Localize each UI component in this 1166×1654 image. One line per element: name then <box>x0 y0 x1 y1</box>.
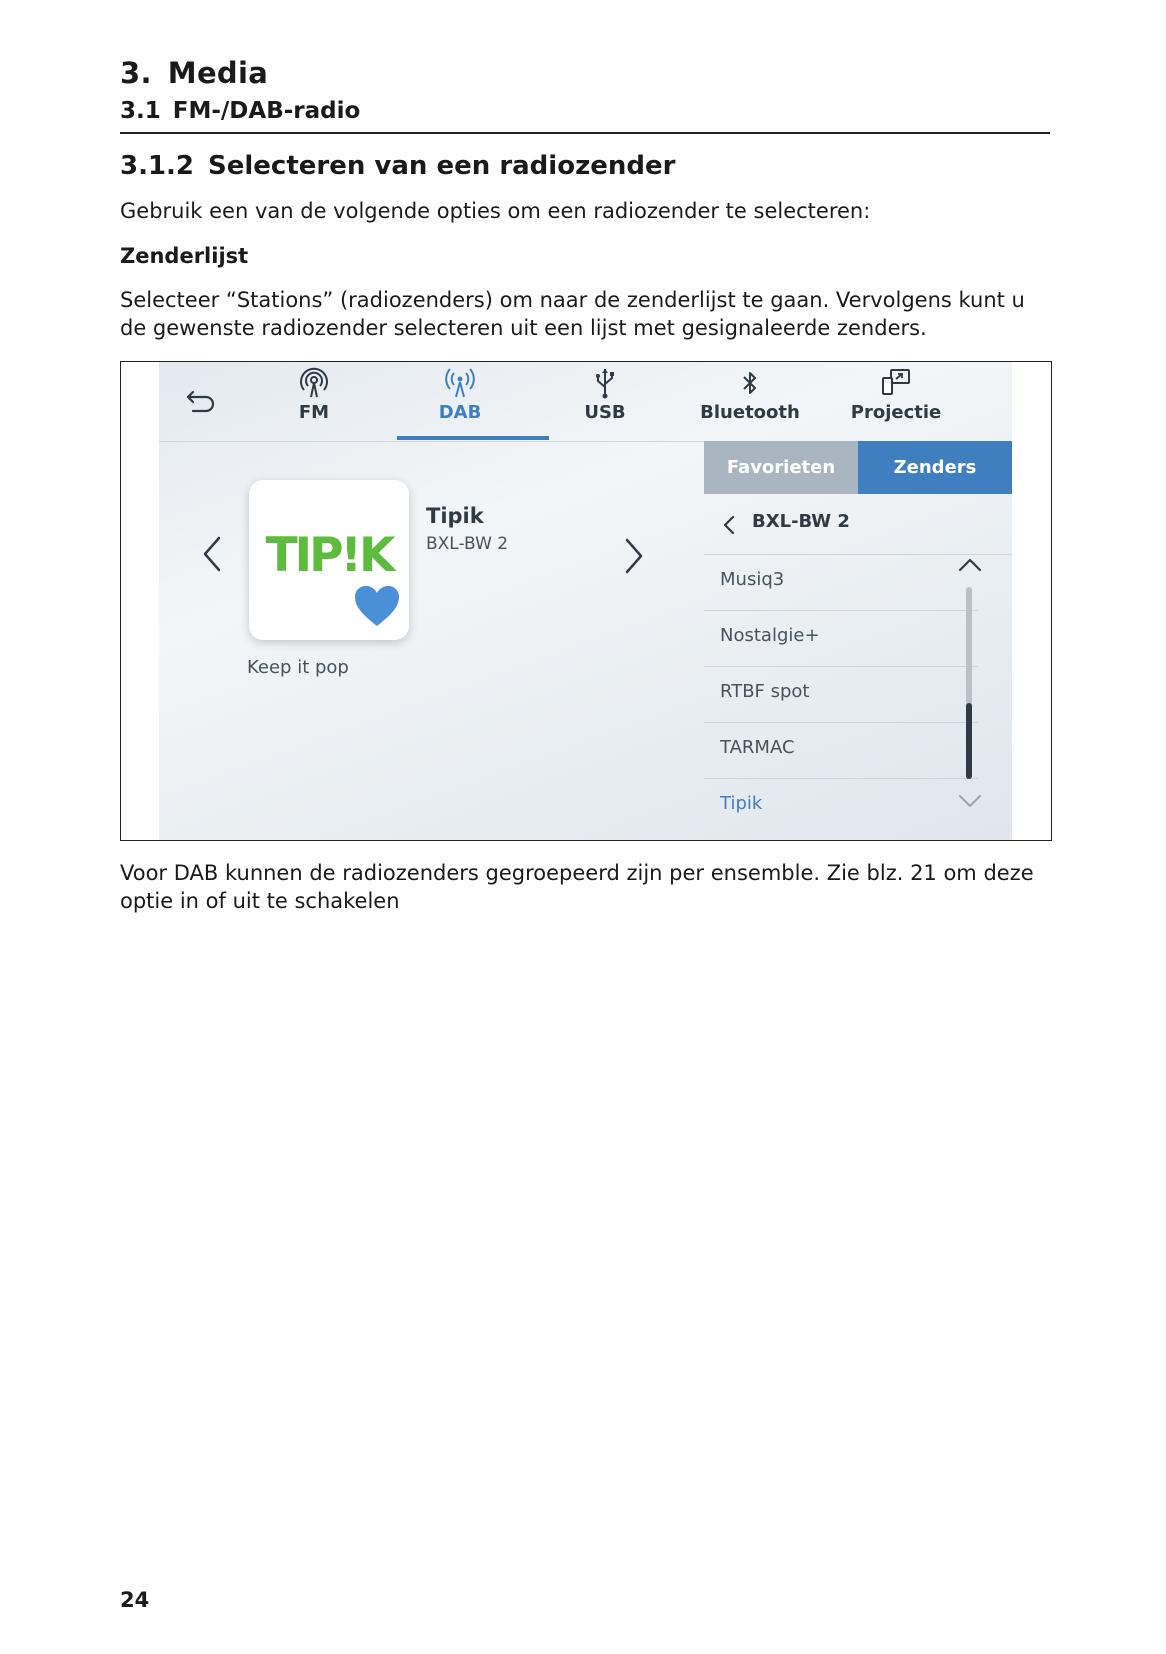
station-logo-text: TIP!K <box>265 528 393 583</box>
tab-dab[interactable] <box>385 362 535 441</box>
tab-fm-label: FM <box>298 402 330 423</box>
page-number: 24 <box>120 1588 150 1612</box>
chapter-heading <box>120 56 1050 90</box>
station-logo <box>249 480 409 640</box>
back-button[interactable] <box>181 380 221 420</box>
list-item-tipik[interactable] <box>704 778 978 834</box>
chevron-left-icon <box>720 514 740 536</box>
subsection-title: Selecteren van een radiozender <box>208 151 676 181</box>
header-rule <box>120 132 1050 134</box>
station-name: RTBF spot <box>720 681 810 702</box>
section-heading <box>120 98 1050 124</box>
scrollbar-thumb[interactable] <box>966 703 972 779</box>
back-arrow-icon <box>181 380 221 420</box>
list-item-rtbf-spot[interactable] <box>704 666 978 723</box>
radio-screen-figure <box>120 361 1052 841</box>
scroll-down-icon[interactable] <box>956 789 984 813</box>
tab-projectie[interactable] <box>821 362 971 441</box>
tab-projectie-label: Projectie <box>850 402 942 423</box>
section-title: FM-/DAB-radio <box>172 98 361 124</box>
station-list-panel <box>704 441 1012 840</box>
now-playing-ensemble: BXL-BW 2 <box>426 534 509 554</box>
tab-zenders[interactable]: Zenders <box>858 441 1012 494</box>
note-paragraph: Voor DAB kunnen de radiozenders gegroepeerd zijn per ensemble. Zie blz. 21 om deze optie in of uit te schakelen <box>120 861 1034 913</box>
chapter-number: 3. <box>120 56 152 90</box>
now-playing-slogan: Keep it pop <box>247 657 349 678</box>
tab-fm[interactable] <box>239 362 389 441</box>
scroll-up-icon[interactable] <box>956 553 984 577</box>
chapter-title: Media <box>167 56 269 90</box>
section-number: 3.1 <box>120 98 161 124</box>
usb-icon <box>588 366 622 400</box>
chevron-right-icon <box>619 534 649 578</box>
heart-icon[interactable] <box>353 584 401 628</box>
list-item-nostalgie[interactable] <box>704 610 978 667</box>
list-item-tarmac[interactable] <box>704 722 978 779</box>
ensemble-name: BXL-BW 2 <box>752 511 850 532</box>
tab-bluetooth-label: Bluetooth <box>700 402 800 423</box>
fm-radio-icon <box>297 366 331 400</box>
infotainment-screen <box>159 362 1012 840</box>
previous-station-button[interactable] <box>197 532 227 576</box>
subsection-number: 3.1.2 <box>120 151 195 181</box>
active-tab-indicator <box>397 436 549 440</box>
tab-bluetooth[interactable] <box>675 362 825 441</box>
station-name: Musiq3 <box>720 569 785 590</box>
list-item-musiq3[interactable] <box>704 554 978 611</box>
tab-usb-label: USB <box>584 402 626 423</box>
tab-usb[interactable] <box>530 362 680 441</box>
tab-favorieten[interactable]: Favorieten <box>704 441 858 494</box>
now-playing-station: Tipik <box>426 504 484 528</box>
station-name: Nostalgie+ <box>720 625 820 646</box>
next-station-button[interactable] <box>619 534 649 578</box>
source-tab-bar <box>159 362 1012 442</box>
subsection-heading <box>120 151 1050 181</box>
option-paragraph: Selecteer “Stations” (radiozenders) om naar de zenderlijst te gaan. Vervolgens kunt u de gewenste radiozender selecteren uit een lijst met gesignaleerde zenders. <box>120 288 1025 340</box>
chevron-left-icon <box>197 532 227 576</box>
option-heading: Zenderlijst <box>120 244 249 268</box>
station-name: TARMAC <box>720 737 795 758</box>
ensemble-back-row[interactable] <box>704 494 1012 555</box>
dab-antenna-icon <box>443 366 477 400</box>
bluetooth-icon <box>733 366 767 400</box>
intro-paragraph: Gebruik een van de volgende opties om een radiozender te selecteren: <box>120 199 871 223</box>
station-name: Tipik <box>720 793 763 814</box>
tab-dab-label: DAB <box>438 402 482 423</box>
projection-icon <box>879 366 913 400</box>
